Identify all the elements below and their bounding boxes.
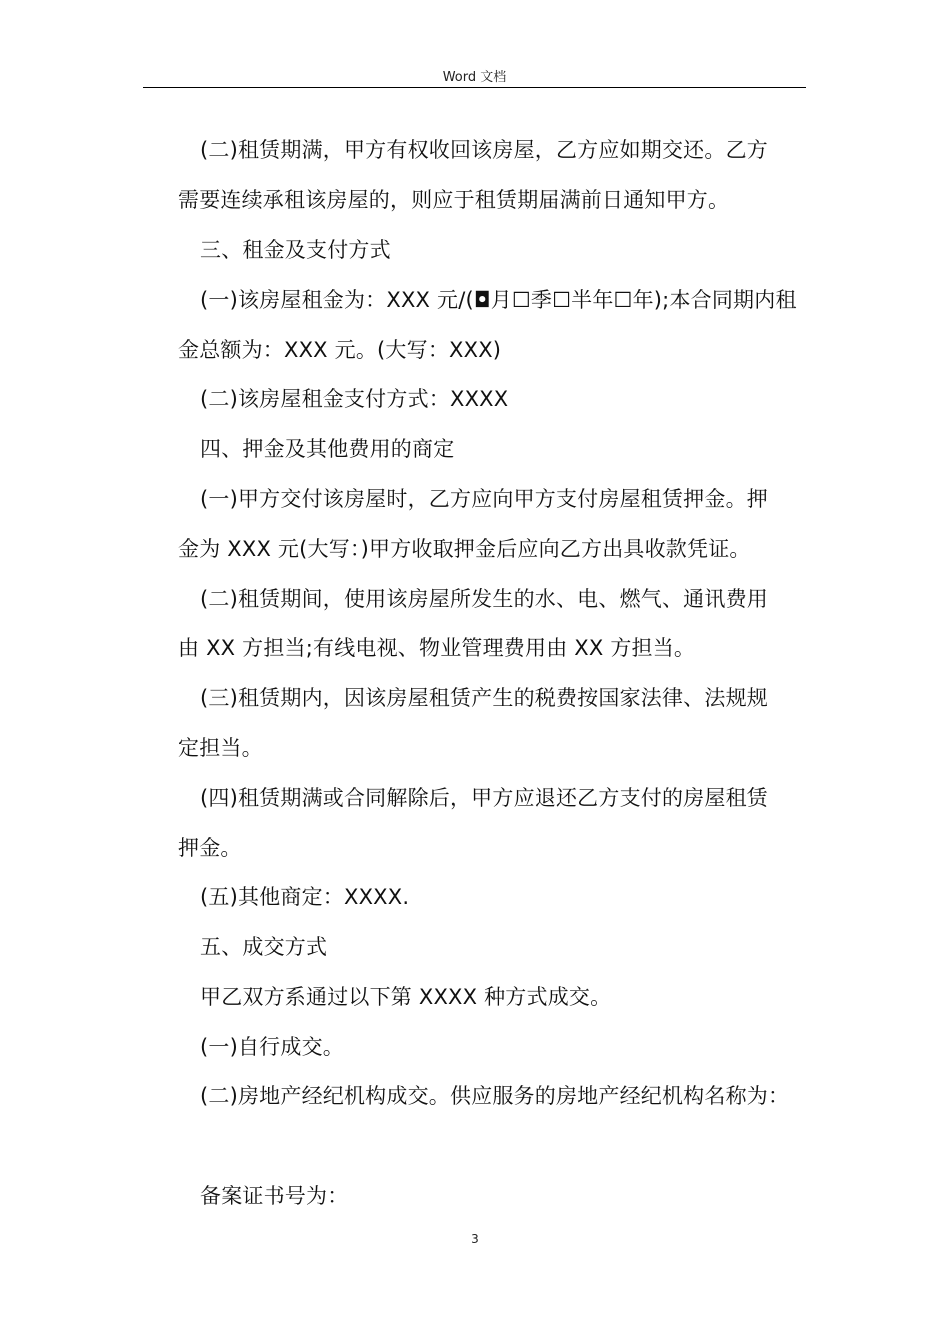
paragraph-line: 金总额为：XXX 元。(大写：XXX) xyxy=(178,338,502,362)
paragraph-line: (二)房地产经纪机构成交。供应服务的房地产经纪机构名称为： xyxy=(200,1084,790,1108)
paragraph-line: 甲乙双方系通过以下第 XXXX 种方式成交。 xyxy=(200,985,612,1009)
paragraph-line: 需要连续承租该房屋的，则应于租赁期届满前日通知甲方。 xyxy=(178,188,730,212)
page-number: 3 xyxy=(471,1232,479,1246)
paragraph-line: (二)该房屋租金支付方式：XXXX xyxy=(200,387,509,411)
header-divider xyxy=(143,87,806,88)
paragraph-line: (三)租赁期内，因该房屋租赁产生的税费按国家法律、法规规 xyxy=(200,686,768,710)
paragraph-line: 定担当。 xyxy=(178,736,263,760)
section-heading: 三、租金及支付方式 xyxy=(200,238,391,262)
paragraph-line: 金为 XXX 元(大写：)甲方收取押金后应向乙方出具收款凭证。 xyxy=(178,537,751,561)
paragraph-line: 由 XX 方担当;有线电视、物业管理费用由 XX 方担当。 xyxy=(178,636,696,660)
paragraph-line: (四)租赁期满或合同解除后，甲方应退还乙方支付的房屋租赁 xyxy=(200,786,768,810)
paragraph-line: 押金。 xyxy=(178,836,242,860)
document-header: Word 文档 xyxy=(442,70,507,85)
paragraph-line: (二)租赁期间，使用该房屋所发生的水、电、燃气、通讯费用 xyxy=(200,587,768,611)
paragraph-line: (一)甲方交付该房屋时，乙方应向甲方支付房屋租赁押金。押 xyxy=(200,487,768,511)
paragraph-line: 备案证书号为： xyxy=(200,1184,349,1208)
paragraph-line: (五)其他商定：XXXX. xyxy=(200,885,410,909)
paragraph-line: (二)租赁期满，甲方有权收回该房屋，乙方应如期交还。乙方 xyxy=(200,138,768,162)
section-heading: 四、押金及其他费用的商定 xyxy=(200,437,455,461)
section-heading: 五、成交方式 xyxy=(200,935,328,959)
paragraph-line: (一)自行成交。 xyxy=(200,1035,344,1059)
paragraph-line: (一)该房屋租金为：XXX 元/(◘月☐季☐半年☐年);本合同期内租 xyxy=(200,288,797,312)
